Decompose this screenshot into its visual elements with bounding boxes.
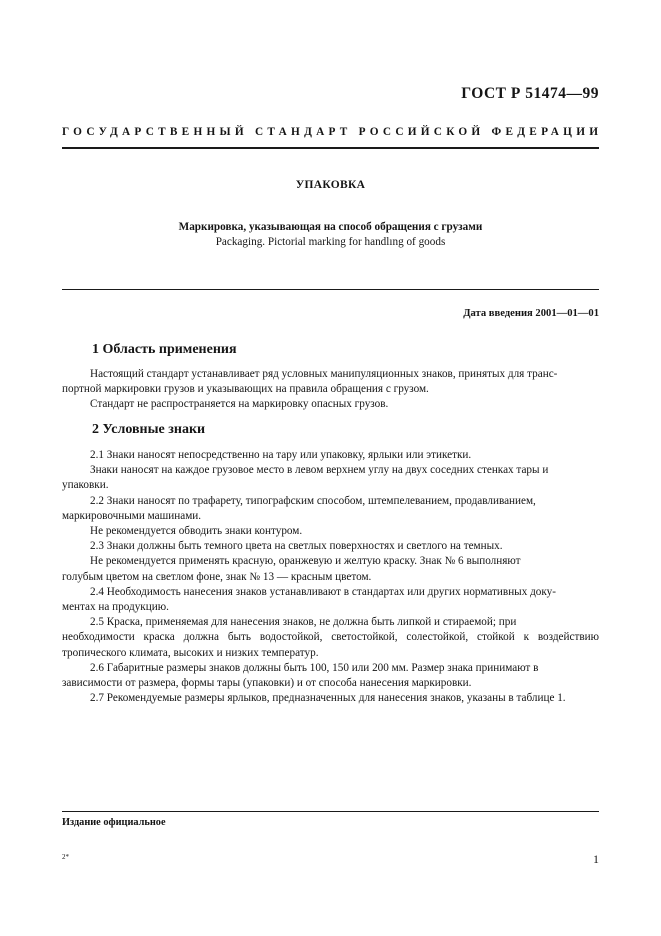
paragraph: 2.7 Рекомендуемые размеры ярлыков, предназначенных для нанесения знаков, указаны в таблице 1.	[90, 692, 566, 705]
paragraph: Знаки наносят на каждое грузовое место в левом верхнем углу на двух соседних стенках тары и	[90, 464, 549, 477]
official-edition-label: Издание официальное	[62, 817, 166, 828]
paragraph: 2.6 Габаритные размеры знаков должны быть 100, 150 или 200 мм. Размер знака принимают в	[90, 661, 539, 674]
section-1-heading: 1 Область применения	[92, 342, 237, 357]
section-1-body	[62, 367, 599, 413]
paragraph-continuation: маркировочными машинами.	[62, 509, 202, 522]
paragraph-continuation: упаковки.	[62, 479, 109, 492]
gost-code: ГОСТ Р 51474—99	[461, 85, 599, 102]
paragraph: Стандарт не распространяется на маркировку опасных грузов.	[90, 398, 389, 411]
print-signature-mark: 2*	[62, 853, 69, 861]
section-2-heading: 2 Условные знаки	[92, 422, 206, 437]
paragraph-continuation: ментах на продукцию.	[62, 601, 169, 614]
paragraph-continuation: портной маркировки грузов и указывающих на правила обращения с грузом.	[62, 383, 429, 396]
paragraph: 2.2 Знаки наносят по трафарету, типографским способом, штемпелеванием, продавливанием,	[90, 494, 536, 507]
paragraph: 2.3 Знаки должны быть темного цвета на светлых поверхностях и светлого на темных.	[90, 540, 503, 553]
paragraph: Настоящий стандарт устанавливает ряд условных манипуляционных знаков, принятых для транс-	[90, 368, 558, 380]
state-standard-heading: ГОСУДАРСТВЕННЫЙ СТАНДАРТ РОССИЙСКОЙ ФЕДЕРАЦИИ	[62, 126, 603, 138]
paragraph: Не рекомендуется обводить знаки контуром.	[90, 525, 303, 538]
subtitle-english: Packaging. Pictorial marking for handlıng of goods	[215, 236, 446, 248]
header-rule	[62, 147, 599, 149]
paragraph-continuation: необходимости краска должна быть водостойкой, светостойкой, солестойкой, стойкой к воздействию тропического климата, высоких и низких температур.	[62, 631, 599, 659]
section-2-body	[62, 448, 599, 706]
paragraph: 2.5 Краска, применяемая для нанесения знаков, не должна быть липкой и стираемой; при	[90, 616, 517, 629]
title-rule	[62, 289, 599, 290]
paragraph: Не рекомендуется применять красную, оранжевую и желтую краску. Знак № 6 выполняют	[90, 555, 521, 568]
introduction-date: Дата введения 2001—01—01	[463, 308, 599, 319]
paragraph-continuation: зависимости от размера, формы тары (упаковки) и от способа нанесения маркировки.	[62, 677, 472, 690]
paragraph-continuation: голубым цветом на светлом фоне, знак № 13 — красным цветом.	[62, 570, 372, 583]
document-title: УПАКОВКА	[295, 179, 366, 191]
paragraph: 2.4 Необходимость нанесения знаков устанавливают в стандартах или других нормативных доку-	[90, 585, 556, 598]
paragraph: 2.1 Знаки наносят непосредственно на тару или упаковку, ярлыки или этикетки.	[90, 449, 472, 461]
page-number: 1	[593, 852, 599, 866]
subtitle-russian: Маркировка, указывающая на способ обращения с грузами	[178, 221, 483, 233]
footer-rule	[62, 811, 599, 812]
